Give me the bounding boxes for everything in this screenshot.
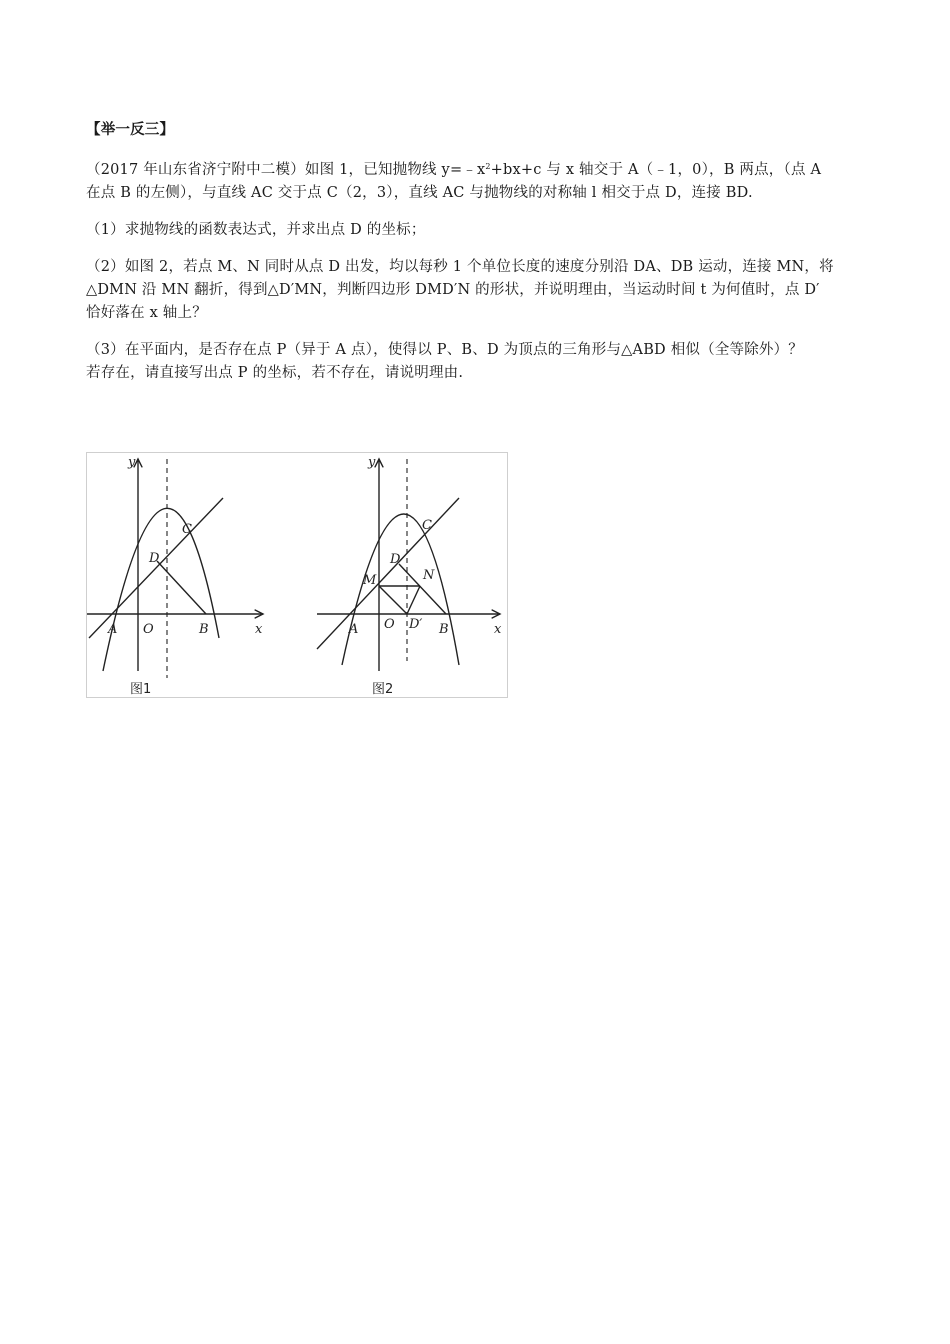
question-2-line-3: 恰好落在 x 轴上？ bbox=[86, 305, 207, 321]
problem-line-1 bbox=[86, 155, 866, 182]
question-1-line: （1）求抛物线的函数表达式，并求出点 D 的坐标； bbox=[86, 222, 426, 238]
fig1-label-y: y bbox=[128, 455, 136, 470]
section-heading: 【举一反三】 bbox=[86, 121, 175, 138]
fig2-caption: 图2 bbox=[372, 682, 394, 697]
fig1-label-d: D bbox=[149, 551, 160, 566]
fig2-label-b: B bbox=[439, 622, 449, 637]
fig2-parabola bbox=[342, 514, 459, 665]
fig1-parabola bbox=[103, 508, 219, 671]
figure-2-labels bbox=[348, 455, 502, 697]
problem-line-2: 在点 B 的左侧），与直线 AC 交于点 C（2，3），直线 AC 与抛物线的对称轴 l 相交于点 D，连接 BD. bbox=[86, 185, 753, 201]
question-1 bbox=[86, 219, 866, 242]
fig2-label-c: C bbox=[422, 518, 432, 533]
fig2-segment-md-prime bbox=[379, 586, 407, 614]
problem-line-1-part-a: （2017 年山东省济宁附中二模）如图 1，已知抛物线 y=﹣x bbox=[86, 162, 486, 178]
figure-panel bbox=[86, 452, 508, 698]
figure-1-labels bbox=[107, 455, 263, 697]
figure-1 bbox=[87, 459, 263, 678]
figures-svg bbox=[87, 453, 509, 699]
fig1-label-o: O bbox=[143, 622, 154, 637]
question-2-line-2: △DMN 沿 MN 翻折，得到△D′MN，判断四边形 DMD′N 的形状，并说明理由，当运动时间 t 为何值时，点 D′ bbox=[86, 282, 820, 298]
fig2-label-x: x bbox=[494, 622, 502, 637]
fig2-label-o: O bbox=[384, 617, 395, 632]
fig2-label-d: D bbox=[390, 552, 401, 567]
question-2-line-1: （2）如图 2，若点 M、N 同时从点 D 出发，均以每秒 1 个单位长度的速度分别沿 DA、DB 运动，连接 MN，将 bbox=[86, 259, 834, 275]
question-3-line-2: 若存在，请直接写出点 P 的坐标，若不存在，请说明理由. bbox=[86, 365, 464, 381]
problem-statement bbox=[86, 155, 866, 205]
fig1-label-b: B bbox=[199, 622, 209, 637]
fig1-segment-db bbox=[157, 561, 206, 614]
fig2-label-m: M bbox=[363, 573, 377, 588]
question-2 bbox=[86, 256, 866, 325]
fig1-label-a: A bbox=[108, 622, 118, 637]
figure-2 bbox=[317, 459, 500, 671]
problem-line-1-part-b: +bx+c 与 x 轴交于 A（﹣1，0），B 两点，（点 A bbox=[490, 162, 822, 178]
question-3 bbox=[86, 339, 866, 385]
fig2-label-y: y bbox=[368, 455, 376, 470]
exponent: 2 bbox=[485, 162, 491, 171]
fig2-label-n: N bbox=[423, 568, 435, 583]
fig2-segment-nd-prime bbox=[407, 586, 420, 614]
fig1-label-x: x bbox=[255, 622, 263, 637]
fig2-label-d-prime: D′ bbox=[409, 617, 423, 632]
question-3-line-1: （3）在平面内，是否存在点 P（异于 A 点），使得以 P、B、D 为顶点的三角形与△ABD 相似（全等除外）？ bbox=[86, 342, 803, 358]
problem-text bbox=[86, 118, 866, 399]
fig1-label-c: C bbox=[182, 522, 192, 537]
fig1-caption: 图1 bbox=[130, 682, 152, 697]
fig2-label-a: A bbox=[349, 622, 359, 637]
